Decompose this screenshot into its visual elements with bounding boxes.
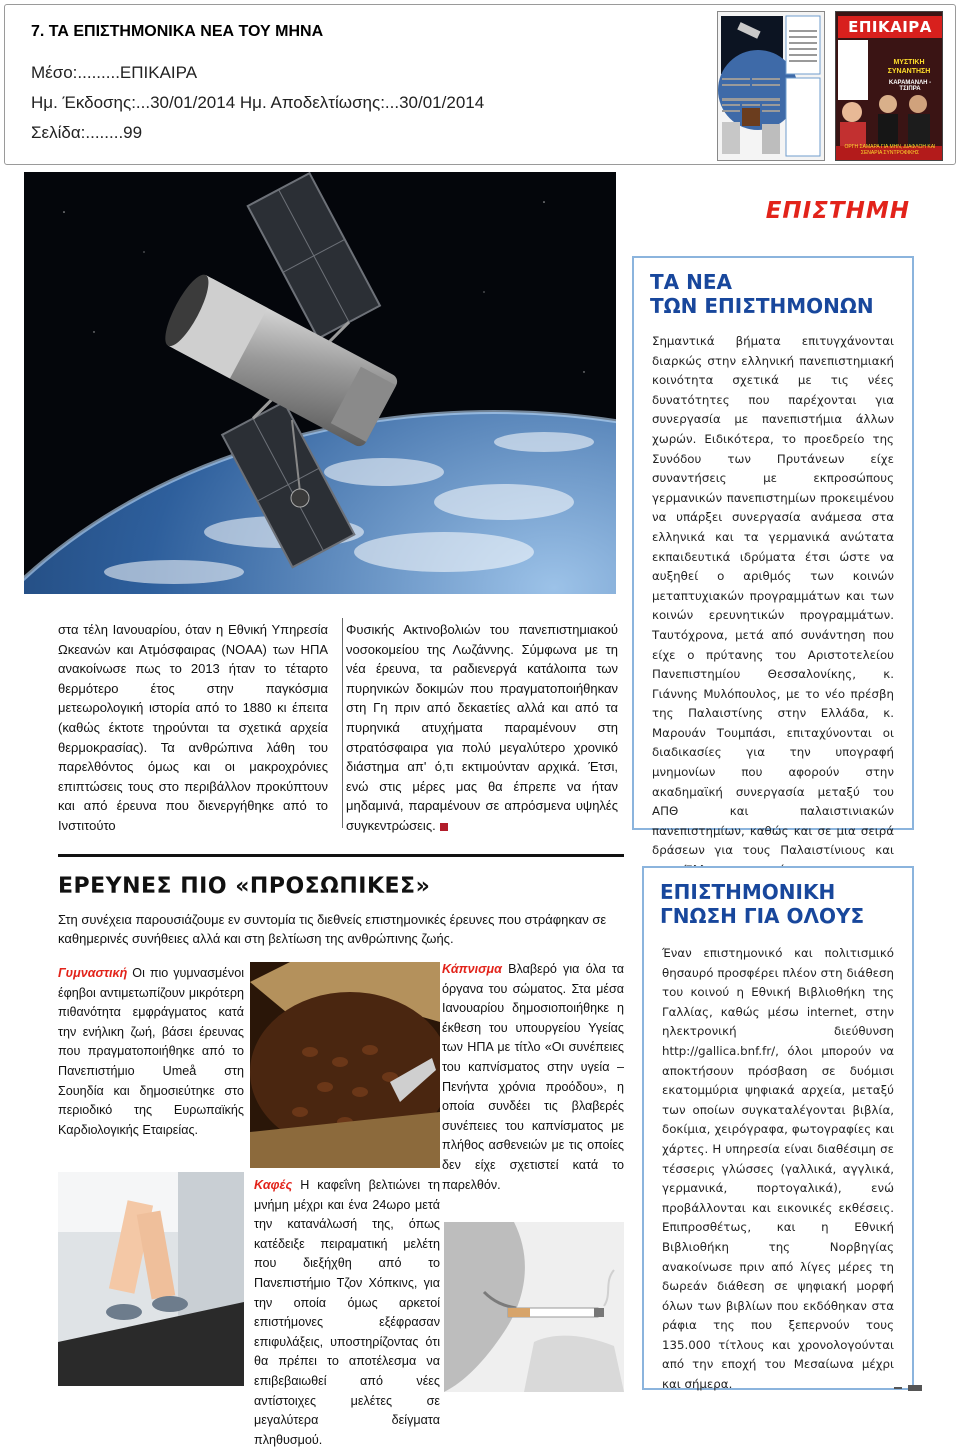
gym-keyword: Γυμναστική [58, 966, 128, 980]
dates-line: Ημ. Έκδοσης:...30/01/2014 Ημ. Αποδελτίωσης:...30/01/2014 [31, 93, 485, 112]
news-box-scientists [632, 256, 914, 858]
hubble-illustration [24, 172, 616, 594]
section-divider [58, 854, 624, 857]
smoking-paragraph [442, 960, 624, 1195]
coffee-paragraph [254, 1176, 440, 1450]
page-thumbnail[interactable] [717, 11, 825, 161]
cover-headline: ΜΥΣΤΙΚΗ ΣΥΝΑΝΤΗΣΗ [887, 59, 931, 75]
article-column-1: στα τέλη Ιανουαρίου, όταν η Εθνική Υπηρεσία Ωκεανών και Ατμόσφαιρας (NOAA) των ΗΠΑ ανακοίνωσε πως το 2013 ήταν το τέταρτο θερμότερο έτος στην παγκόσμια μετεωρολογική ιστορία από το 1880 κι έπειτα (καθώς έκτοτε τηρούνται τα σχετικά αρχεία θερμοκρασίας). Τα ανθρώπινα λάθη του παρελθόντος όμως και οι μακροχρόνιες επιπτώσεις τους στο περιβάλλον προκύπτουν και από έρευνα που διενεργήθηκε από το Ινστιτούτο [58, 622, 328, 833]
knowledge-box-title-line2: ΓΝΩΣΗ ΓΙΑ ΟΛΟΥΣ [660, 904, 865, 928]
knowledge-box-title [660, 880, 864, 928]
news-box-title-line1: ΤΑ ΝΕΑ [650, 270, 732, 294]
article-column-2 [346, 620, 618, 836]
hubble-photo [24, 172, 616, 594]
section-label: ΕΠΙΣΤΗΜΗ [765, 198, 910, 224]
medium-line: Μέσο:.........ΕΠΙΚΑΙΡΑ [31, 63, 198, 82]
coffee-photo [250, 962, 440, 1168]
news-box-body: Σημαντικά βήματα επιτυγχάνονται διαρκώς στην ελληνική πανεπιστημιακή κοινότητα σχετικά με τις νέες δυνατότητες που παρέχονται για συνεργασία με πανεπιστήμια άλλων χωρών. Ειδικότερα, το προεδρείο της Συνόδου των Πρυτάνεων είχε συναντήσεις με εκπροσώπους γερμανικών πανεπιστημίων προκειμένου να υπάρξει συνεργασία ανάμεσα στα ελληνικά και τα γερμανικά ανώτατα εκπαιδευτικά ιδρύματα έτσι ώστε να αυξηθεί ο αριθμός των κοινών μεταπτυχιακών προγραμμάτων και των κοινών ερευνητικών προγραμμάτων. Ταυτόχρονα, μετά από συνάντηση που είχε ο πρύτανης του Αριστοτελείου Πανεπιστημίου Θεσσαλονίκης, κ. Γιάννης Μυλόπουλος, με το νέο πρέσβη της Παλαιστίνης στην Ελλάδα, κ. Μαρουάν Τουμπάσι, επιταχύνονται οι διαδικασίες για την υπογραφή μνημονίων που αφορούν στην ακαδημαϊκή συνεργασία μεταξύ του ΑΠΘ και παλαιστινιακών πανεπιστημίων, καθώς και σε μια σειρά δράσεων για τους Παλαιστίνιους και [652, 334, 894, 858]
page-number-mark [894, 1385, 922, 1393]
smoking-photo [444, 1222, 624, 1392]
gym-text: Οι πιο γυμνασμένοι έφηβοι αντιμετωπίζουν μικρότερη πιθανότητα εμφράγματος κατά την ενήλικη ζωή, βάσει έρευνας που πραγματοποιήθηκε από το Πανεπιστήμιο Umeå στη Σουηδία και δημοσιεύτηκε στο περιοδικό της Ευρωπαϊκής Καρδιολογικής Εταιρείας. [58, 966, 244, 1137]
cover-thumbnail[interactable] [835, 11, 943, 161]
smoking-illustration [444, 1222, 624, 1392]
treadmill-illustration [58, 1172, 244, 1386]
thumbnail-image [718, 12, 824, 160]
smoking-keyword: Κάπνισμα [442, 962, 502, 976]
research-intro: Στη συνέχεια παρουσιάζουμε εν συντομία τις διεθνείς επιστημονικές έρευνες που στράφηκαν σε καθημερινές συνήθειες αλλά και στη βελτίωση της ανθρώπινης ζωής. [58, 912, 607, 946]
gym-paragraph [58, 964, 244, 1140]
scanned-page [24, 172, 942, 1447]
page-line: Σελίδα:........99 [31, 123, 143, 142]
knowledge-box [642, 866, 914, 1390]
column-divider [342, 618, 343, 828]
smoking-text: Βλαβερό για όλα τα όργανα του σώματος. Στα μέσα Ιανουαρίου δημοσιοποιήθηκε η έκθεση του υπουργείου Υγείας των ΗΠΑ με τίτλο «Οι συνέπειες του καπνίσματος στην υγεία – Πενήντα χρόνια προόδου», η οποία συνδέει τις βλαβερές συνέπειες του καπνίσματος με πλήθος ασθενειών με τις οποίες δεν είχε σχετιστεί κατά το παρελθόν. [442, 962, 624, 1192]
cover-subline: ΚΑΡΑΜΑΝΛΗ - ΤΣΙΠΡΑ [888, 80, 932, 92]
clipping-header [4, 4, 956, 165]
end-mark-icon [440, 823, 448, 831]
clipping-title: 7. ΤΑ ΕΠΙΣΤΗΜΟΝΙΚΑ ΝΕΑ ΤΟΥ ΜΗΝΑ [31, 23, 324, 40]
knowledge-box-title-line1: ΕΠΙΣΤΗΜΟΝΙΚΗ [660, 880, 836, 904]
coffee-text: Η καφεΐνη βελτιώνει τη μνήμη μέχρι και ένα 24ωρο μετά την κατανάλωσή της, όπως κατέδειξε πειραματική μελέτη που διεξήχθη από το Πανεπιστήμιο Τζον Χόπκινς, για την οποία όμως αρκετοί επιστήμονες εξέφρασαν επιφυλάξεις, υποστηρίζοντας ότι θα πρέπει το αποτέλεσμα να επιβεβαιωθεί από νέες αντίστοιχες μελέτες σε μεγαλύτερα δείγματα πληθυσμού. [254, 1178, 440, 1447]
coffee-keyword: Καφές [254, 1178, 293, 1192]
research-title: ΕΡΕΥΝΕΣ ΠΙΟ «ΠΡΟΣΩΠΙΚΕΣ» [58, 874, 431, 899]
knowledge-box-body: Έναν επιστημονικό και πολιτισμικό θησαυρό προσφέρει πλέον στη διάθεση του κοινού η Εθνική Βιβλιοθήκη της Γαλλίας, καθώς μέσω internet, στην ηλεκτρονική διεύθυνση http://gallica.bnf.fr/, όλοι μπορούν να αποκτήσουν πρόσβαση σε δυόμισι εκατομμύρια ψηφιακά αρχεία, μεταξύ των οποίων συγκαταλέγονται βιβλία, δοκίμια, χειρόγραφα, φωτογραφίες και χάρτες. Η υπηρεσία είναι διαθέσιμη σε τέσσερις γλώσσες (γαλλικά, αγγλικά, γερμανικά, πορτογαλικά), ενώ προβάλλονται και εικονικές εκθέσεις. Επιπροσθέτως, και η Εθνική Βιβλιοθήκη της Νορβηγίας ανακοίνωσε πριν από λίγες μέρες τη δωρεάν διάθεση σε ψηφιακή μορφή όλων των βιβλίων που εκδόθηκαν στα ράφια της που ξεπερνούν τους 135.000 τίτλους και χρονολογούνται από την εποχή του Μεσαίωνα μέχρι και σήμερα. [662, 946, 894, 1392]
news-box-title [650, 270, 874, 318]
coffee-illustration [250, 962, 440, 1168]
cover-footer: ΟΡΓΗ ΣΑΜΑΡΑ ΓΙΑ ΜΗΝ, ΔΙΑΦΛΟΗ ΚΑΙ ΣΕΝΑΡΙΑ ΣΥΝΤΡΟΦΙΚΗΣ [844, 144, 936, 156]
treadmill-photo [58, 1172, 244, 1386]
page-number-fragment [894, 1385, 922, 1396]
article-column-2-text: Φυσικής Ακτινοβολιών του πανεπιστημιακού νοσοκομείου της Λωζάννης. Σύμφωνα με τη νέα έρευνα, τα ραδιενεργά κατάλοιπα των πυρηνικών δοκιμών που πραγματοποιήθηκαν στη Γη πριν από δεκαετίες αλλά και από τα πυρηνικά ατυχήματα παραμένουν στη στρατόσφαιρα για πολύ μεγαλύτερο χρονικό διάστημα απ' ό,τι εκτιμούνταν αρχικά. Έτσι, ενώ στις μέρες μας θα έπρεπε να ήταν μηδαμινά, παραμένουν σε απρόσμενα υψηλές συγκεντρώσεις. [346, 622, 618, 833]
cover-logo: ΕΠΙΚΑΙΡΑ [838, 16, 942, 38]
news-box-title-line2: ΤΩΝ ΕΠΙΣΤΗΜΟΝΩΝ [650, 294, 874, 318]
